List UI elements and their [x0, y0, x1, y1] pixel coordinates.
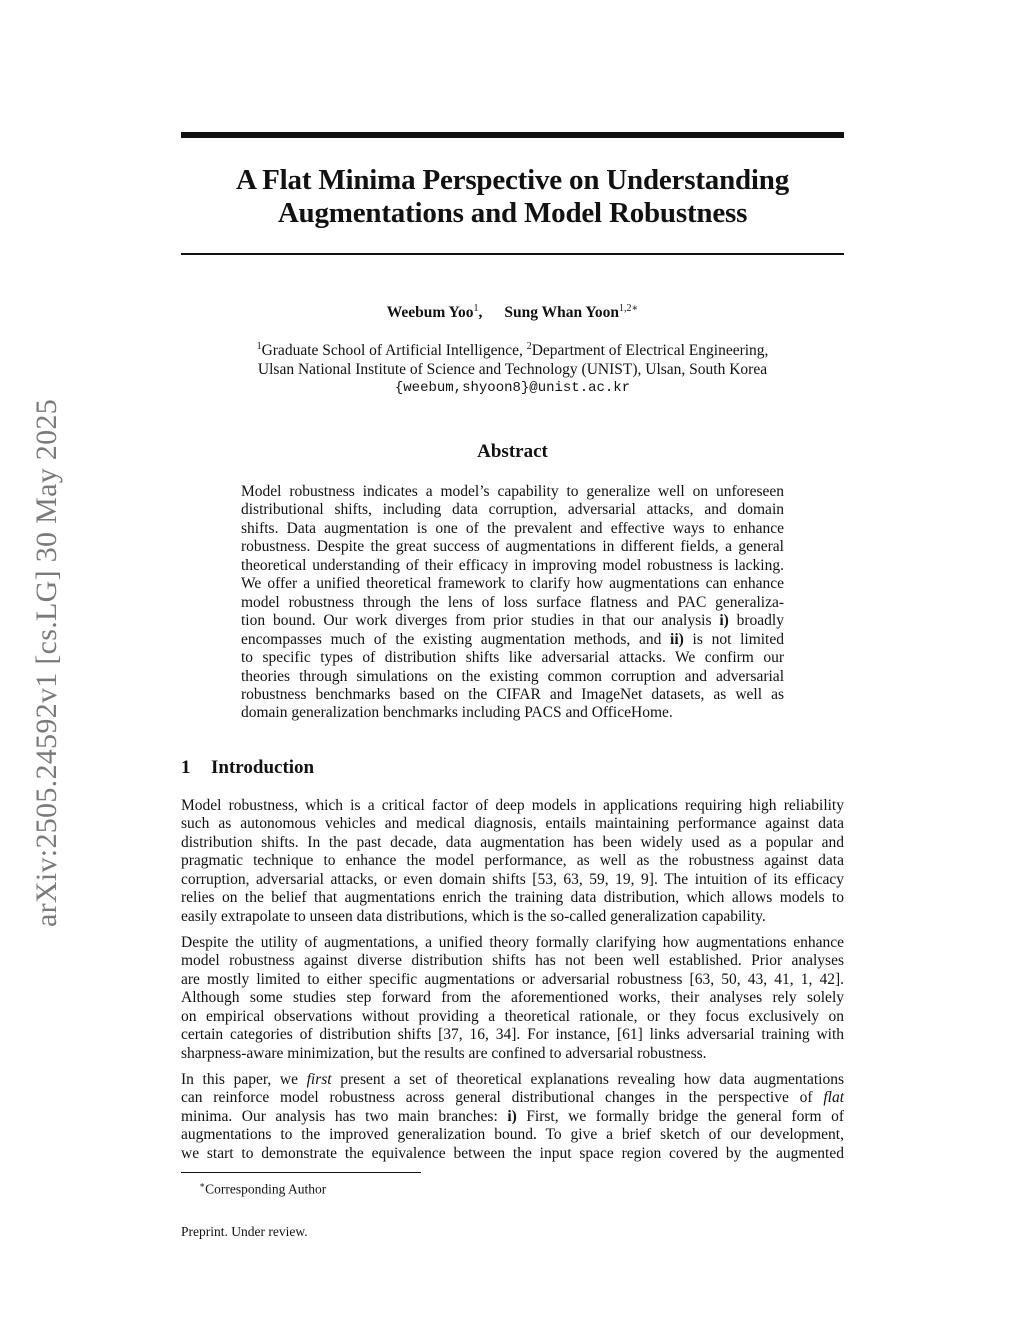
abstract-line: distributional shifts, including data corruption, adversarial attacks, and domain	[241, 501, 784, 519]
abstract-line: encompasses much of the existing augmentation methods, and ii) is not limited	[241, 630, 784, 648]
footnote-symbol: ∗	[199, 1180, 206, 1190]
author-1-affil-mark: 1	[473, 303, 479, 314]
title-line-1: A Flat Minima Perspective on Understanding	[235, 164, 790, 196]
abstract-line: tion bound. Our work diverges from prior studies in that our analysis i) broadly	[241, 612, 784, 630]
paragraph-line: corruption, adversarial attacks, or even domain shifts [53, 63, 59, 19, 9]. The intuition of its efficacy	[181, 870, 844, 888]
abstract-line: shifts. Data augmentation is one of the prevalent and effective ways to enhance	[241, 519, 784, 537]
author-emails[interactable]: {weebum,shyoon8}@unist.ac.kr	[394, 380, 631, 397]
title-line-2: Augmentations and Model Robustness	[277, 197, 748, 229]
paragraph-line: are mostly limited to either specific augmentations or adversarial robustness [63, 50, 43, 41, 1, 42].	[181, 970, 844, 988]
affiliations	[181, 338, 844, 398]
abstract-line: to specific types of distribution shifts like adversarial attacks. We confirm our	[241, 649, 784, 667]
paragraph-line: such as autonomous vehicles and medical diagnosis, entails maintaining performance against data	[181, 815, 844, 833]
paragraph-line: distribution shifts. In the past decade, data augmentation has been widely used as a popular and	[181, 833, 844, 851]
paragraph-line: certain categories of distribution shifts [37, 16, 34]. For instance, [61] links adversarial training with	[181, 1026, 844, 1044]
affil-mark-2: 2	[526, 341, 532, 352]
section-title: Introduction	[211, 757, 315, 778]
footnote-rule	[181, 1172, 421, 1173]
affiliation-line-1	[181, 338, 844, 361]
paragraph-line: sharpness-aware minimization, but the results are confined to adversarial robustness.	[181, 1044, 707, 1062]
paragraph-line: easily extrapolate to unseen data distributions, which is the so-called generalization capability.	[181, 907, 766, 925]
paragraph-line: we start to demonstrate the equivalence between the input space region covered by the augmented	[181, 1144, 844, 1162]
paragraph-line: Although some studies step forward from the aforementioned works, their analyses rely solely	[181, 989, 844, 1007]
arxiv-stamp-text: arXiv:2505.24592v1 [cs.LG] 30 May 2025	[30, 399, 63, 927]
abstract-line: robustness benchmarks based on the CIFAR and ImageNet datasets, as well as	[241, 685, 784, 703]
paragraph-line: can reinforce model robustness across general distributional changes in the perspective of flat	[181, 1089, 844, 1107]
abstract-line: robustness. Despite the great success of augmentations in different fields, a general	[241, 538, 784, 556]
title-top-rule	[181, 132, 844, 138]
abstract-line: domain generalization benchmarks including PACS and OfficeHome.	[241, 704, 673, 722]
affiliation-2-text: Department of Electrical Engineering,	[531, 342, 769, 360]
paragraph-line: pragmatic technique to enhance the model performance, as well as the robustness against data	[181, 852, 844, 870]
paper-title	[181, 164, 844, 230]
intro-paragraph-1	[181, 797, 844, 926]
intro-paragraph-3	[181, 1071, 844, 1163]
abstract-line: model robustness through the lens of loss surface flatness and PAC generaliza-	[241, 593, 784, 611]
abstract-line: We offer a unified theoretical framework to clarify how augmentations can enhance	[241, 575, 784, 593]
section-heading-introduction	[181, 756, 314, 780]
footnote	[199, 1177, 326, 1198]
author-2-name: Sung Whan Yoon	[504, 304, 619, 322]
abstract-body	[241, 483, 784, 723]
paragraph-line: minima. Our analysis has two main branches: i) First, we formally bridge the general form of	[181, 1107, 844, 1125]
abstract-line: theories through simulations on the existing common corruption and adversarial	[241, 667, 784, 685]
author-list: Weebum Yoo$^1$, Sung Whan Yoon$^{1,2∗}$	[386, 303, 639, 322]
abstract-heading: Abstract	[477, 441, 548, 462]
intro-paragraph-2	[181, 934, 844, 1063]
section-number: 1	[181, 757, 191, 778]
paragraph-line: model robustness against diverse distribution shifts has not been well established. Prior analyses	[181, 952, 844, 970]
abstract-line: theoretical understanding of their efficacy in improving model robustness is lacking.	[241, 556, 784, 574]
paragraph-line: In this paper, we first present a set of theoretical explanations revealing how data augmentations	[181, 1071, 844, 1088]
title-bottom-rule	[181, 253, 844, 255]
author-2-affil-mark: 1,2∗	[619, 303, 639, 314]
paragraph-line: augmentations to the improved generalization bound. To give a brief sketch of our development,	[181, 1126, 844, 1144]
affiliation-1-text: Graduate School of Artificial Intelligence,	[261, 342, 527, 360]
abstract-line: Model robustness indicates a model’s capability to generalize well on unforeseen	[241, 483, 784, 500]
footnote-text: Corresponding Author	[205, 1181, 327, 1197]
affiliation-line-2: Ulsan National Institute of Science and Technology (UNIST), Ulsan, South Korea	[257, 360, 768, 378]
paragraph-line: on empirical observations without providing a theoretical rationale, or they focus exclusively on	[181, 1007, 844, 1025]
paragraph-line: Model robustness, which is a critical factor of deep models in applications requiring high reliability	[181, 797, 844, 814]
paragraph-line: Despite the utility of augmentations, a unified theory formally clarifying how augmentations enhance	[181, 934, 844, 951]
affil-mark-1: 1	[256, 341, 262, 352]
author-1-name: Weebum Yoo	[386, 304, 474, 322]
paragraph-line: relies on the belief that augmentations enrich the training data distribution, which allows models to	[181, 889, 844, 907]
preprint-notice: Preprint. Under review.	[181, 1224, 308, 1239]
